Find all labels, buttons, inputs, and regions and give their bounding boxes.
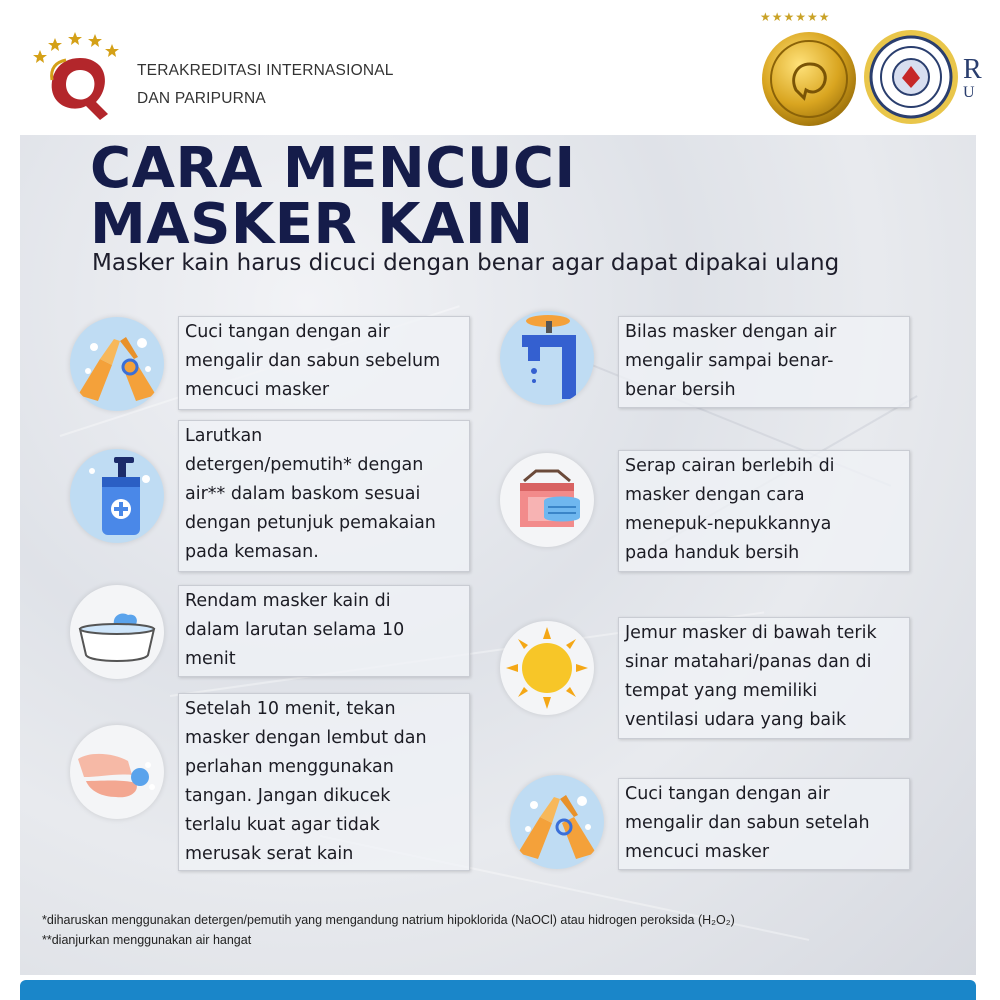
step-card [178, 420, 470, 572]
footnote-detergent: *diharuskan menggunakan detergen/pemutih yang mengandung natrium hipoklorida (NaOCl) atau hidrogen peroksida (H₂O₂) [42, 913, 735, 927]
step-text-line: Cuci tangan dengan air [185, 322, 390, 342]
basin-icon [70, 585, 164, 679]
poster [20, 135, 976, 975]
step-text-line: mencuci masker [185, 380, 330, 400]
handwash-icon [70, 317, 164, 411]
university-sub-text: U [963, 84, 975, 101]
towel-mask-icon [500, 453, 594, 547]
rating-stars: ★★★★★★ [760, 10, 831, 24]
step-text-line: merusak serat kain [185, 844, 354, 864]
step-text-line: menit [185, 649, 236, 669]
step-text-line: tempat yang memiliki [625, 681, 818, 701]
step-text-line: perlahan menggunakan [185, 757, 394, 777]
detergent-bottle-icon [70, 449, 164, 543]
footnote-warm-water: **dianjurkan menggunakan air hangat [42, 933, 252, 947]
step-icon-circle [70, 585, 164, 679]
step-text-line: pada kemasan. [185, 542, 319, 562]
step-text-line: tangan. Jangan dikucek [185, 786, 391, 806]
step-text-line: pada handuk bersih [625, 543, 800, 563]
step-text-line: Rendam masker kain di [185, 591, 391, 611]
step-text-line: benar bersih [625, 380, 736, 400]
accreditation-text-line2: DAN PARIPURNA [137, 90, 266, 107]
header [0, 0, 1000, 135]
step-text-line: masker dengan lembut dan [185, 728, 427, 748]
step-icon-circle [500, 453, 594, 547]
gold-seal-icon [760, 30, 858, 128]
step-text-line: Setelah 10 menit, tekan [185, 699, 396, 719]
step-text-line: menepuk-nepukkannya [625, 514, 832, 534]
sun-icon [500, 621, 594, 715]
poster-title-line1: CARA MENCUCI [90, 136, 576, 201]
handwash-icon [510, 775, 604, 869]
step-text-line: dengan petunjuk pemakaian [185, 513, 436, 533]
faucet-icon [500, 311, 594, 405]
step-card [178, 316, 470, 410]
accreditation-text-line1: TERAKREDITASI INTERNASIONAL [137, 62, 394, 79]
bottom-accent-bar [20, 980, 976, 1000]
squeeze-hands-icon [70, 725, 164, 819]
step-text-line: detergen/pemutih* dengan [185, 455, 424, 475]
footnotes [42, 910, 735, 950]
step-card [618, 617, 910, 739]
step-icon-circle [500, 621, 594, 715]
step-icon-circle [70, 317, 164, 411]
step-text-line: Cuci tangan dengan air [625, 784, 830, 804]
step-text-line: mengalir dan sabun setelah [625, 813, 870, 833]
university-seal-icon [862, 28, 960, 126]
step-text-line: sinar matahari/panas dan di [625, 652, 872, 672]
step-icon-circle [500, 311, 594, 405]
step-text-line: mengalir sampai benar- [625, 351, 834, 371]
step-card [618, 450, 910, 572]
step-text-line: dalam larutan selama 10 [185, 620, 405, 640]
step-text-line: air** dalam baskom sesuai [185, 484, 421, 504]
poster-subtitle: Masker kain harus dicuci dengan benar agar dapat dipakai ulang [92, 250, 840, 276]
poster-title-line2: MASKER KAIN [90, 192, 534, 257]
step-text-line: mengalir dan sabun sebelum [185, 351, 441, 371]
step-card [618, 316, 910, 408]
step-card [618, 778, 910, 870]
step-text-line: Serap cairan berlebih di [625, 456, 835, 476]
step-text-line: terlalu kuat agar tidak [185, 815, 380, 835]
step-card [178, 693, 470, 871]
step-text-line: Bilas masker dengan air [625, 322, 837, 342]
step-card [178, 585, 470, 677]
step-text-line: Jemur masker di bawah terik [625, 623, 877, 643]
step-text-line: ventilasi udara yang baik [625, 710, 847, 730]
step-text-line: mencuci masker [625, 842, 770, 862]
step-icon-circle [70, 725, 164, 819]
step-text-line: Larutkan [185, 426, 263, 446]
accreditation-logo-icon [30, 28, 130, 128]
step-icon-circle [70, 449, 164, 543]
step-text-line: masker dengan cara [625, 485, 805, 505]
university-name-text: R [963, 54, 982, 85]
step-icon-circle [510, 775, 604, 869]
